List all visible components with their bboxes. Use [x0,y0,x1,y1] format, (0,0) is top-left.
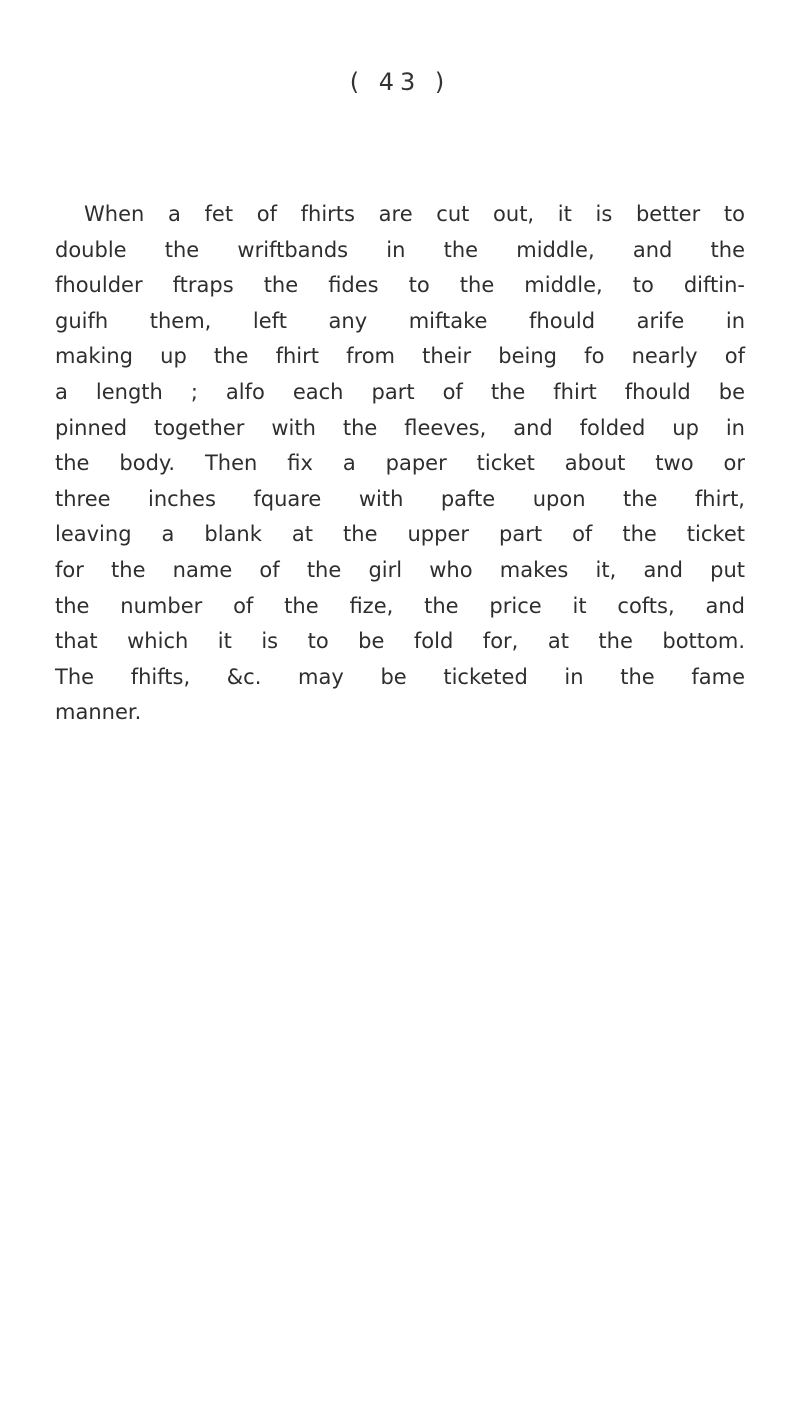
text-line: When a fet of fhirts are cut out, it is better to [84,202,745,226]
text-line: fhoulder ftraps the fides to the middle, to diftin- [55,273,745,298]
text-line: manner. [55,700,142,725]
text-line: guifh them, left any miftake fhould arife in [55,308,745,333]
page-number: ( 43 ) [349,68,451,96]
text-line: the number of the fize, the price it cofts, and [55,593,745,618]
text-line: a length ; alfo each part of the fhirt fhould be [55,379,745,404]
text-line: pinned together with the fleeves, and folded up in [55,415,745,440]
text-line: making up the fhirt from their being fo nearly of [55,344,745,369]
text-line: The fhifts, &c. may be ticketed in the fame [55,664,745,689]
text-line: the body. Then fix a paper ticket about two or [55,451,745,476]
text-line: leaving a blank at the upper part of the ticket [55,522,745,547]
text-line: three inches fquare with pafte upon the fhirt, [55,486,745,511]
body-paragraph [55,197,745,731]
text-line: double the wriftbands in the middle, and the [55,237,745,262]
text-line: for the name of the girl who makes it, and put [55,557,745,582]
text-line: that which it is to be fold for, at the bottom. [55,629,745,654]
